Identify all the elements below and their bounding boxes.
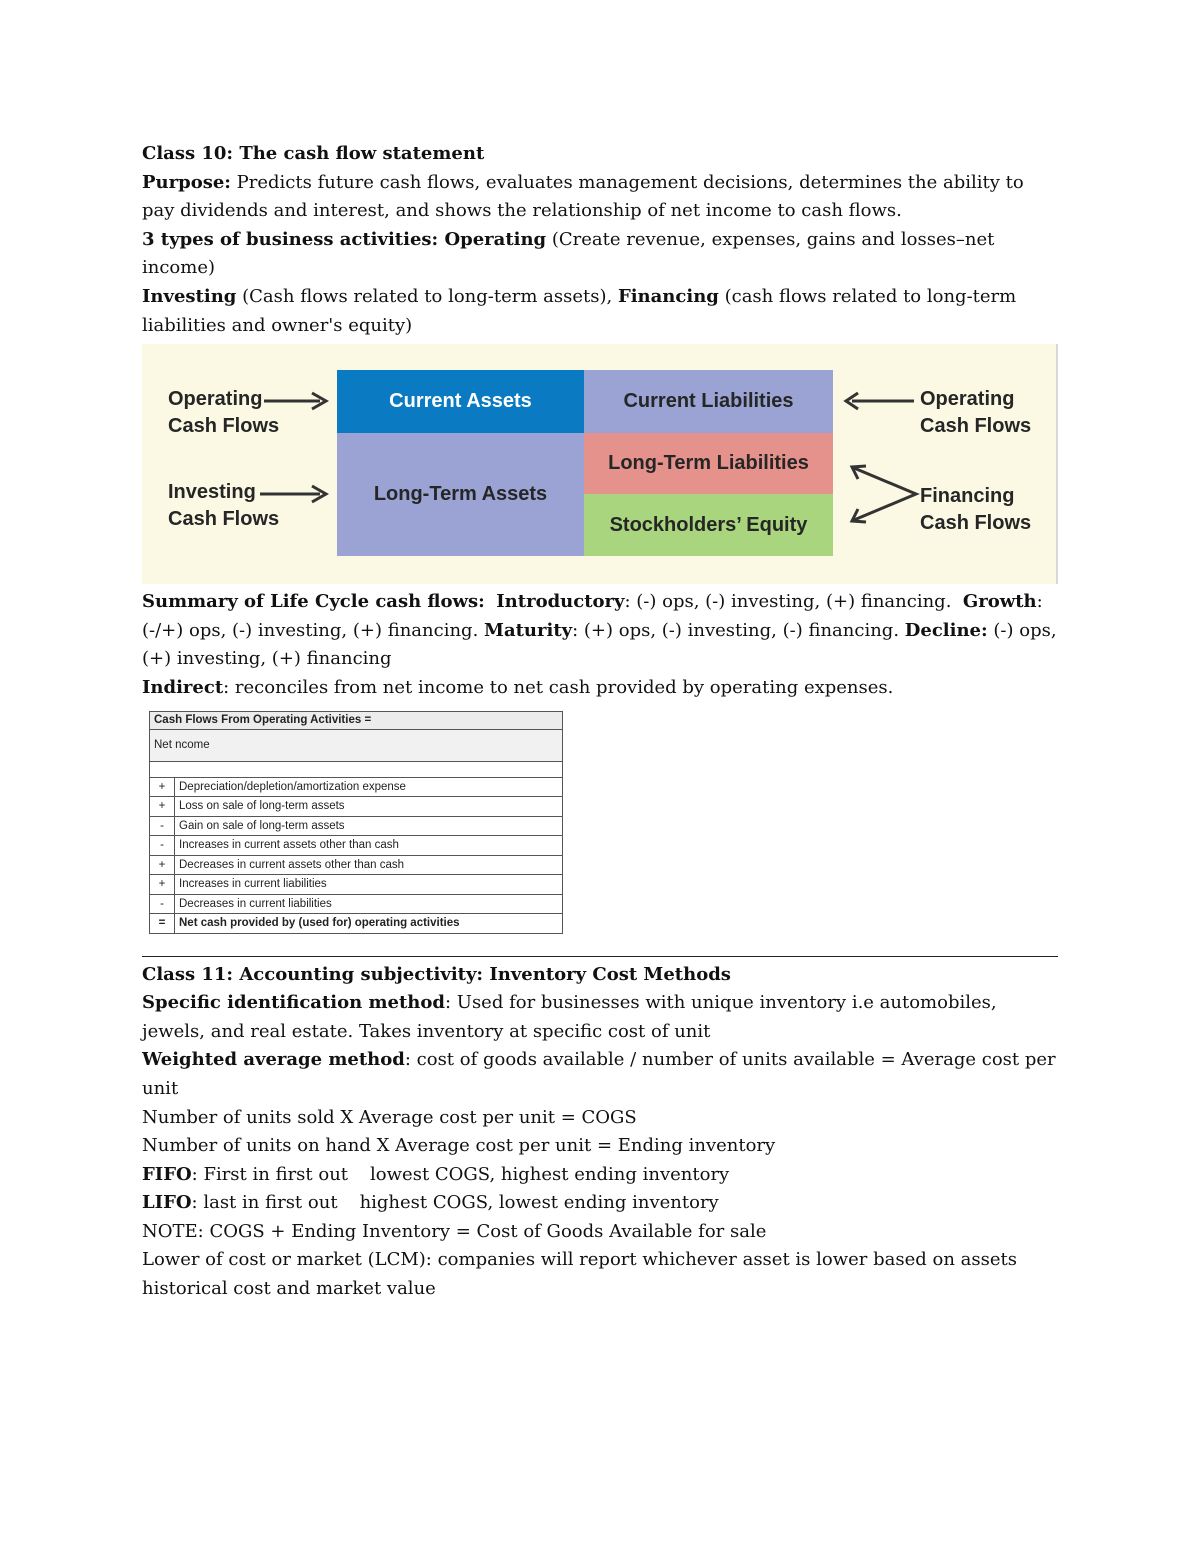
types-label: 3 types of business activities: Operating — [142, 228, 547, 250]
table-header: Cash Flows From Operating Activities = — [150, 711, 563, 729]
indirect-method-table — [149, 711, 563, 934]
financing-label: Financing — [617, 285, 719, 307]
right-operating-cash-flows: Operating Cash Flows — [920, 388, 1032, 438]
table-row: - Gain on sale of long-term assets — [150, 816, 563, 836]
section-divider — [142, 956, 1058, 957]
maturity-label: Maturity — [484, 619, 573, 641]
table-row: + Loss on sale of long-term assets — [150, 797, 563, 817]
long-term-liabilities-cell: Long-Term Liabilities — [584, 433, 833, 494]
class11-title: Class 11: Accounting subjectivity: Inventory Cost Methods — [142, 963, 731, 985]
investing-text: (Cash flows related to long-term assets), — [236, 285, 618, 307]
fifo-line: FIFO: First in first out lowest COGS, highest ending inventory — [142, 1163, 730, 1185]
table-total-row: = Net cash provided by (used for) operating activities — [150, 914, 563, 934]
intro-label: Introductory — [496, 591, 625, 613]
long-term-assets-cell: Long-Term Assets — [337, 433, 584, 556]
indirect-label: Indirect — [142, 676, 224, 698]
right-financing-cash-flows: Financing Cash Flows — [920, 485, 1032, 535]
lifo-label: LIFO — [142, 1192, 192, 1214]
document-page — [142, 140, 1058, 1304]
lifecycle-paragraph: Summary of Life Cycle cash flows: Introductory: (-) ops, (-) investing, (+) financing. Growth: (-/+) ops, (-) investing, (+) financing. Maturity: (+) ops, (-) investing, (-) financing. Decline: (-) ops, (+) investing, (+) financing — [142, 591, 1057, 670]
current-assets-cell: Current Assets — [337, 370, 584, 433]
lifo-line: LIFO: last in first out highest COGS, lowest ending inventory — [142, 1192, 719, 1214]
weighted-paragraph: Weighted average method: cost of goods available / number of units available = Average cost per unit — [142, 1049, 1056, 1099]
decline-label: Decline: — [904, 619, 988, 641]
specific-label: Specific identification method — [142, 992, 445, 1014]
growth-label: Growth — [962, 591, 1037, 613]
left-operating-cash-flows: Operating Cash Flows — [168, 388, 280, 438]
note-line: NOTE: COGS + Ending Inventory = Cost of Goods Available for sale — [142, 1220, 767, 1242]
current-liabilities-cell: Current Liabilities — [584, 370, 833, 433]
left-investing-cash-flows: Investing Cash Flows — [168, 481, 280, 531]
lifecycle-label: Summary of Life Cycle cash flows: — [142, 591, 485, 613]
cogs-line: Number of units sold X Average cost per unit = COGS — [142, 1106, 637, 1128]
fifo-label: FIFO — [142, 1163, 192, 1185]
left-arrow-icon — [842, 390, 916, 412]
right-arrow-icon — [258, 483, 332, 505]
lcm-paragraph: Lower of cost or market (LCM): companies will report whichever asset is lower based on assets historical cost and market value — [142, 1249, 1017, 1300]
purpose-paragraph — [142, 169, 1058, 226]
specific-paragraph: Specific identification method: Used for businesses with unique inventory i.e automobiles, jewels, and real estate. Takes inventory at specific cost of unit — [142, 992, 997, 1042]
blank-row — [150, 761, 563, 777]
right-arrow-icon — [262, 390, 332, 412]
investing-label: Investing — [142, 285, 237, 307]
class10-title: Class 10: The cash flow statement — [142, 143, 485, 164]
purpose-text: Predicts future cash flows, evaluates management decisions, determines the ability to pay dividends and interest, and shows the relationship of net income to cash flows. — [142, 171, 1024, 222]
financing-text: (cash flows related to long-term liabilities and owner's equity) — [142, 285, 1017, 336]
ending-inventory-line: Number of units on hand X Average cost per unit = Ending inventory — [142, 1135, 776, 1157]
stockholders-equity-cell: Stockholders’ Equity — [584, 494, 833, 556]
table-row: + Depreciation/depletion/amortization expense — [150, 777, 563, 797]
types-text: (Create revenue, expenses, gains and losses–net income) — [142, 228, 995, 279]
activities-paragraph — [142, 226, 1058, 340]
indirect-paragraph: Indirect: reconciles from net income to net cash provided by operating expenses. — [142, 676, 894, 698]
table-row: - Increases in current assets other than cash — [150, 836, 563, 856]
diagram-edge — [1056, 344, 1058, 584]
purpose-label: Purpose: — [142, 171, 231, 193]
table-row: - Decreases in current liabilities — [150, 894, 563, 914]
table-row: + Increases in current liabilities — [150, 875, 563, 895]
balance-sheet-diagram — [142, 344, 1058, 584]
double-arrow-icon — [846, 462, 922, 528]
weighted-label: Weighted average method — [142, 1049, 405, 1071]
table-row: + Decreases in current assets other than cash — [150, 855, 563, 875]
net-income-row: Net ncome — [150, 729, 563, 761]
